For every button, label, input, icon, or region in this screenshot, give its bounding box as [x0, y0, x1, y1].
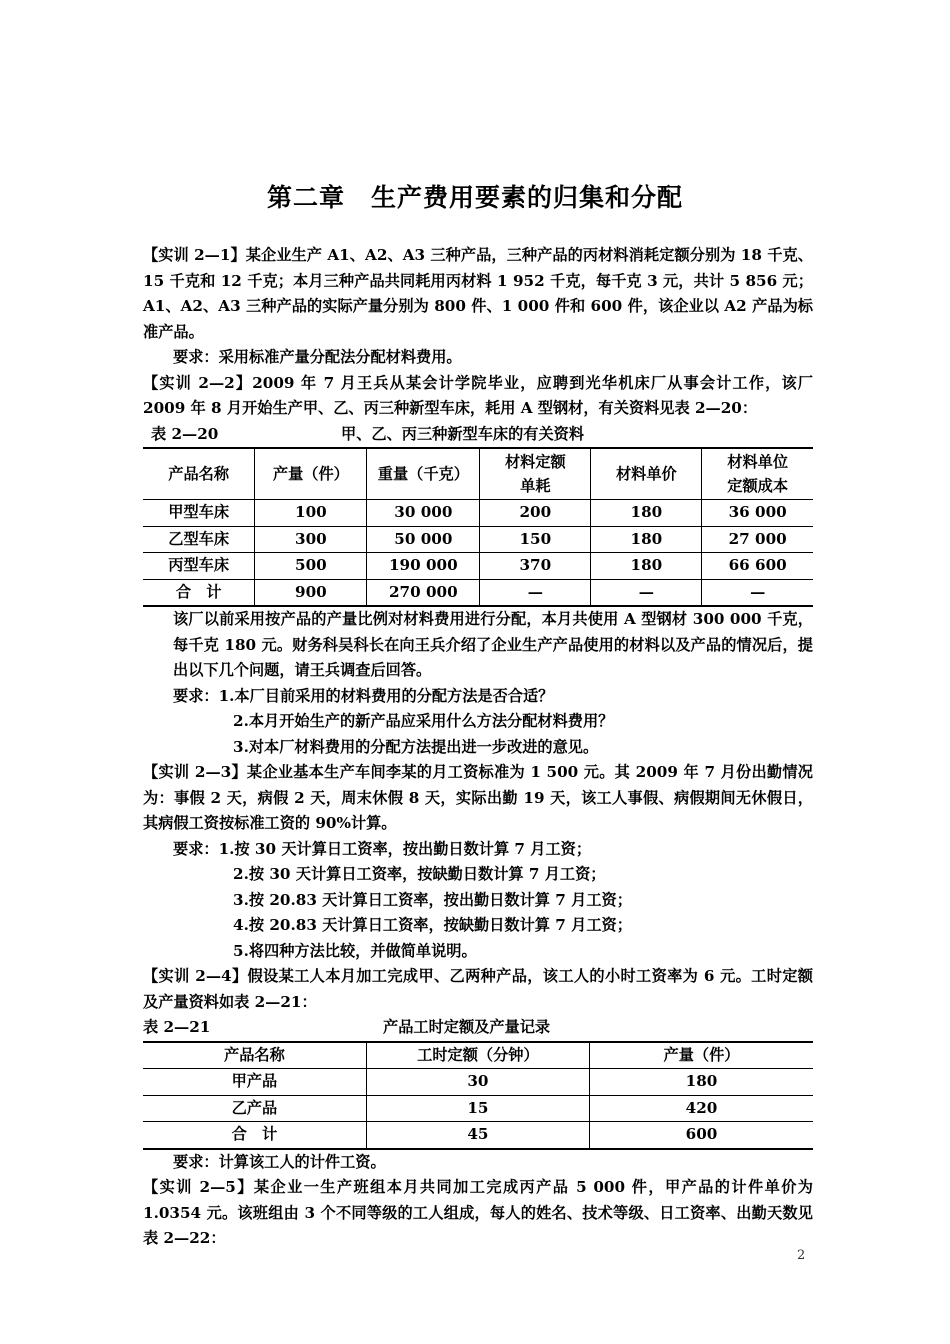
table-2-21 — [143, 1041, 813, 1150]
exercise-2-1 — [143, 243, 813, 345]
table-cell: 15 — [366, 1095, 589, 1122]
exercise-2-3-requirement-5: 5.将四种方法比较，并做简单说明。 — [233, 941, 477, 960]
header-cell: 重量（千克） — [367, 448, 480, 500]
table-row — [143, 500, 813, 527]
table-cell: — — [591, 579, 702, 606]
table-header-row — [143, 1042, 813, 1069]
exercise-2-2-requirement-3: 3.对本厂材料费用的分配方法提出进一步改进的意见。 — [233, 737, 599, 756]
table-cell: 27 000 — [702, 526, 813, 553]
table-total-row — [143, 579, 813, 606]
table-row — [143, 553, 813, 580]
table-cell: 600 — [590, 1122, 813, 1149]
exercise-2-3-requirement-4: 4.按 20.83 天计算日工资率，按缺勤日数计算 7 月工资； — [233, 916, 632, 934]
exercise-2-4-requirement: 要求：计算该工人的计件工资。 — [173, 1152, 386, 1171]
table-cell: 合 计 — [143, 1122, 366, 1149]
table-cell: 乙产品 — [143, 1095, 366, 1122]
table-cell: 190 000 — [367, 553, 480, 580]
header-cell: 产量（件） — [590, 1042, 813, 1069]
exercise-text: 2009 年 7 月王兵从某会计学院毕业，应聘到光华机床厂从事会计工作，该厂 2009 年 8 月开始生产甲、乙、丙三种新型车床，耗用 A 型钢材，有关资料见表 2—20： — [143, 373, 813, 417]
table-2-20 — [143, 447, 813, 607]
table-cell: 45 — [366, 1122, 589, 1149]
table-cell: — — [702, 579, 813, 606]
table-cell: 丙型车床 — [143, 553, 255, 580]
table-total-row — [143, 1122, 813, 1149]
table-number: 表 2—20 — [151, 424, 219, 443]
table-cell: 30 — [366, 1069, 589, 1096]
table-cell: 150 — [480, 526, 591, 553]
table-cell: 100 — [255, 500, 367, 527]
header-cell: 材料单价 — [591, 448, 702, 500]
header-cell: 产品名称 — [143, 448, 255, 500]
exercise-2-2-requirement-2: 2.本月开始生产的新产品应采用什么方法分配材料费用？ — [233, 712, 614, 730]
exercise-text: 某企业生产 A1、A2、A3 三种产品，三种产品的丙材料消耗定额分别为 18 千克、15 千克和 12 千克；本月三种产品共同耗用丙材料 1 952 千克，每千克 3 元，共计 5 856 元；A1、A2、A3 三种产品的实际产量分别为 800 件、1 000 件和 600 件，该企业以 A2 产品为标准产品。 — [143, 246, 813, 341]
table-cell: 370 — [480, 553, 591, 580]
table-cell: 30 000 — [367, 500, 480, 527]
table-2-20-caption — [143, 422, 813, 448]
table-cell: 420 — [590, 1095, 813, 1122]
exercise-2-2-paragraph: 该厂以前采用按产品的产量比例对材料费用进行分配，本月共使用 A 型钢材 300 000 千克，每千克 180 元。财务科吴科长在向王兵介绍了企业生产产品使用的材料以及产品的情况后，提出以下几个问题，请王兵调查后回答。 — [173, 610, 813, 679]
table-cell: 270 000 — [367, 579, 480, 606]
exercise-2-1-requirement: 要求：采用标准产量分配法分配材料费用。 — [173, 348, 462, 366]
document-body — [143, 243, 813, 1252]
exercise-2-3-requirement-3: 3.按 20.83 天计算日工资率，按出勤日数计算 7 月工资； — [233, 890, 632, 909]
exercise-2-5 — [143, 1175, 813, 1252]
table-cell: 900 — [255, 579, 367, 606]
exercise-label: 【实训 2—2】 — [143, 373, 253, 392]
table-cell: 50 000 — [367, 526, 480, 553]
table-cell: 180 — [590, 1069, 813, 1096]
table-row — [143, 1095, 813, 1122]
header-cell: 产品名称 — [143, 1042, 366, 1069]
table-cell: 500 — [255, 553, 367, 580]
table-cell: 乙型车床 — [143, 526, 255, 553]
exercise-2-3-requirement-1: 要求：1.按 30 天计算日工资率，按出勤日数计算 7 月工资； — [173, 839, 592, 858]
table-cell: 300 — [255, 526, 367, 553]
table-number: 表 2—21 — [143, 1018, 211, 1036]
table-cell: — — [480, 579, 591, 606]
table-cell: 180 — [591, 553, 702, 580]
exercise-label: 【实训 2—1】 — [143, 246, 246, 264]
table-cell: 66 600 — [702, 553, 813, 580]
page-number: 2 — [797, 1248, 806, 1263]
exercise-text: 某企业一生产班组本月共同加工完成丙产品 5 000 件，甲产品的计件单价为 1.0354 元。该班组由 3 个不同等级的工人组成，每人的姓名、技术等级、日工资率、出勤天数见表 2—22： — [143, 1178, 813, 1247]
chapter-title: 第二章 生产费用要素的归集和分配 — [266, 183, 683, 212]
table-2-21-caption — [143, 1015, 813, 1041]
table-cell: 甲产品 — [143, 1069, 366, 1096]
header-cell: 材料单位定额成本 — [702, 448, 813, 500]
exercise-2-2-requirement-1: 要求：1.本厂目前采用的材料费用的分配方法是否合适？ — [173, 686, 554, 705]
header-cell: 材料定额单耗 — [480, 448, 591, 500]
header-cell: 产量（件） — [255, 448, 367, 500]
exercise-2-4 — [143, 964, 813, 1015]
exercise-2-3 — [143, 760, 813, 837]
table-title: 产品工时定额及产量记录 — [383, 1018, 551, 1036]
exercise-text: 某企业基本生产车间李某的月工资标准为 1 500 元。其 2009 年 7 月份出勤情况为：事假 2 天，病假 2 天，周末休假 8 天，实际出勤 19 天，该工人事假、病假期间无休假日，其病假工资按标准工资的 90%计算。 — [143, 763, 813, 832]
exercise-text: 假设某工人本月加工完成甲、乙两种产品，该工人的小时工资率为 6 元。工时定额及产量资料如表 2—21： — [143, 967, 813, 1011]
exercise-2-2 — [143, 371, 813, 422]
exercise-2-3-requirement-2: 2.按 30 天计算日工资率，按缺勤日数计算 7 月工资； — [233, 865, 606, 883]
table-cell: 合 计 — [143, 579, 255, 606]
header-cell: 工时定额（分钟） — [366, 1042, 589, 1069]
exercise-label: 【实训 2—5】 — [143, 1178, 254, 1196]
table-cell: 200 — [480, 500, 591, 527]
exercise-label: 【实训 2—3】 — [143, 763, 247, 781]
table-cell: 180 — [591, 526, 702, 553]
exercise-label: 【实训 2—4】 — [143, 967, 248, 985]
table-row — [143, 1069, 813, 1096]
table-title: 甲、乙、丙三种新型车床的有关资料 — [341, 424, 584, 443]
table-row — [143, 526, 813, 553]
table-header-row — [143, 448, 813, 500]
table-cell: 180 — [591, 500, 702, 527]
table-cell: 甲型车床 — [143, 500, 255, 527]
table-cell: 36 000 — [702, 500, 813, 527]
